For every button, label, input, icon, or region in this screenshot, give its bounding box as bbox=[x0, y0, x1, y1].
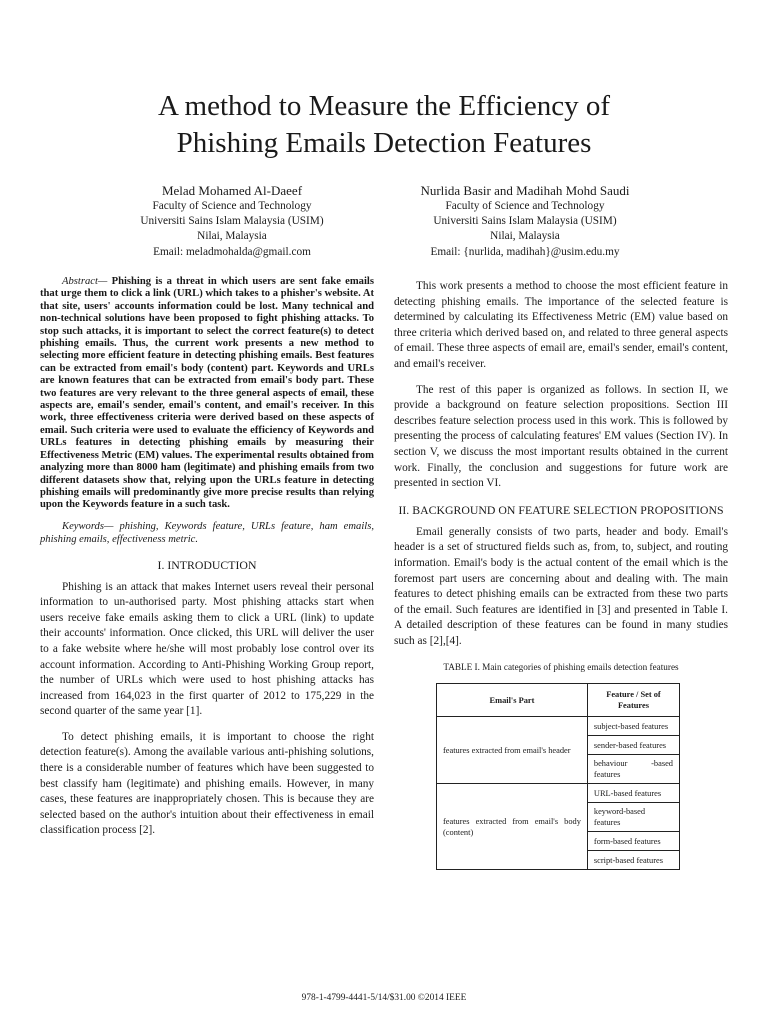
author-name: Melad Mohamed Al-Daeef bbox=[161, 183, 303, 198]
table-cell: behaviour -based features bbox=[587, 755, 679, 784]
copyright-footer: 978-1-4799-4441-5/14/$31.00 ©2014 IEEE bbox=[301, 993, 467, 1003]
table-row bbox=[437, 784, 680, 803]
left-column bbox=[40, 276, 374, 839]
table-header-cell: Email's Part bbox=[437, 684, 588, 717]
table-caption: TABLE I. Main categories of phishing emails detection features bbox=[443, 662, 679, 673]
background-paragraph-1: Email generally consists of two parts, header and body. Email's header is a set of structured fields such as, from, to, subject, and routing information. Email's body is the actual content of the email which is the foremost part users are concerning about and dealing with. The main features to detect phishing emails can be extracted from these two parts of the email. Such features are identified in [3] and presented in Table I. A detailed description of these features can be found in many studies such as [2],[4]. bbox=[394, 525, 728, 647]
title-line-1: A method to Measure the Efficiency of bbox=[157, 90, 611, 122]
features-table bbox=[436, 683, 680, 870]
table-cell: form-based features bbox=[587, 832, 679, 851]
table-cell: keyword-based features bbox=[587, 803, 679, 832]
table-group-label: features extracted from email's header bbox=[437, 717, 588, 784]
abstract-text: Phishing is a threat in which users are sent fake emails that urge them to click a link (URL) which takes to a phisher's website. At that site, users' accounts information could be lost. Many technical and non-technical solutions have been proposed to fight phishing attacks. To stop such attacks, it is important to select the correct feature(s) to detect phishing emails. Thus, the current work presents a new method to selecting more efficient feature in detecting phishing emails. Best features can be extracted from email's body (content) part. Keywords and URLs are known features that can be extracted from email's body part. These two features are very relevant to the three general aspects of email, these aspects are, email's sender, email's content, and email's receiver. In this work, three effectiveness criteria were derived based on these aspects of email. Such criteria were used to evaluate the efficiency of Keywords and URLs features in detecting phishing emails by measuring their Effectiveness Metric (EM) values. The experimental results obtained from analyzing more than 8000 ham (legitimate) and phishing emails from two different datasets show that, relying upon the URLs feature in detecting phishing emails will predominantly give more precise results than relying upon the Keywords feature in a such task. bbox=[40, 276, 374, 511]
body-paragraph-2: The rest of this paper is organized as follows. In section II, we provide a background on feature selection propositions. Section III describes feature selection process used in this work. This is followed by presenting the process of calculating features' EM values (Section IV). In section V, we discuss the most important results obtained in the current work. Finally, the conclusion and suggestions for future work are presented in section VI. bbox=[394, 383, 728, 490]
body-paragraph-1: This work presents a method to choose the most efficient feature in detecting phishing emails. The importance of the selected feature is determined by calculating its Effectiveness Metric (EM) value based on three criteria which derived based on, and related to three general aspects of email. These three aspects of email are, email's sender, email's content, and email's receiver. bbox=[394, 280, 728, 370]
table-group-label: features extracted from email's body (content) bbox=[437, 784, 588, 870]
intro-paragraph-1: Phishing is an attack that makes Internet users reveal their personal information to un-authorised party. Most phishing attacks start when users receive fake emails asking them to click a URL (link) to update their accounts' information. Once clicked, this URL will deliver the user to a fake website where he/she will most probably lose control over its account information. According to Anti-Phishing Working Group report, the number of URLs which were used to host phishing attacks has increased from 164,023 in the first quarter of 2012 to 175,229 in the second quarter of the same year [1]. bbox=[40, 580, 374, 718]
section-heading-background: II. BACKGROUND ON FEATURE SELECTION PROPOSITIONS bbox=[398, 502, 724, 517]
author-email: Email: {nurlida, madihah}@usim.edu.my bbox=[430, 245, 620, 258]
author-department: Faculty of Science and Technology bbox=[152, 200, 312, 212]
table-cell: sender-based features bbox=[587, 736, 679, 755]
right-column bbox=[394, 279, 728, 870]
table-cell: script-based features bbox=[587, 851, 679, 870]
author-block-2 bbox=[375, 182, 675, 260]
table-row bbox=[437, 717, 680, 736]
table-cell: subject-based features bbox=[587, 717, 679, 736]
author-name: Nurlida Basir and Madihah Mohd Saudi bbox=[420, 183, 630, 198]
table-cell: URL-based features bbox=[587, 784, 679, 803]
table-header-cell: Feature / Set of Features bbox=[587, 684, 679, 717]
author-university: Universiti Sains Islam Malaysia (USIM) bbox=[433, 215, 617, 228]
abstract bbox=[40, 276, 374, 512]
author-department: Faculty of Science and Technology bbox=[445, 200, 605, 212]
title-line-2: Phishing Emails Detection Features bbox=[176, 127, 592, 159]
section-heading-introduction: I. INTRODUCTION bbox=[157, 557, 257, 572]
paper-title bbox=[60, 88, 708, 162]
keywords: Keywords— phishing, Keywords feature, URLs feature, ham emails, phishing emails, effectiveness metric. bbox=[40, 520, 374, 546]
author-location: Nilai, Malaysia bbox=[490, 230, 560, 243]
author-block-1 bbox=[82, 182, 382, 260]
table-header-row bbox=[437, 684, 680, 717]
author-university: Universiti Sains Islam Malaysia (USIM) bbox=[140, 215, 324, 228]
intro-paragraph-2: To detect phishing emails, it is important to choose the right detection feature(s). Among the available various anti-phishing solutions, there is a considerable number of features which have been suggested to best classify ham (legitimate) and phishing emails. However, in many cases, these features are inappropriately chosen. This is because they are selected based on the author's intuition about their effectiveness in email classification process [2]. bbox=[40, 730, 374, 837]
abstract-lead: Abstract— bbox=[62, 276, 108, 287]
author-location: Nilai, Malaysia bbox=[197, 230, 267, 243]
author-email: Email: meladmohalda@gmail.com bbox=[153, 245, 311, 258]
